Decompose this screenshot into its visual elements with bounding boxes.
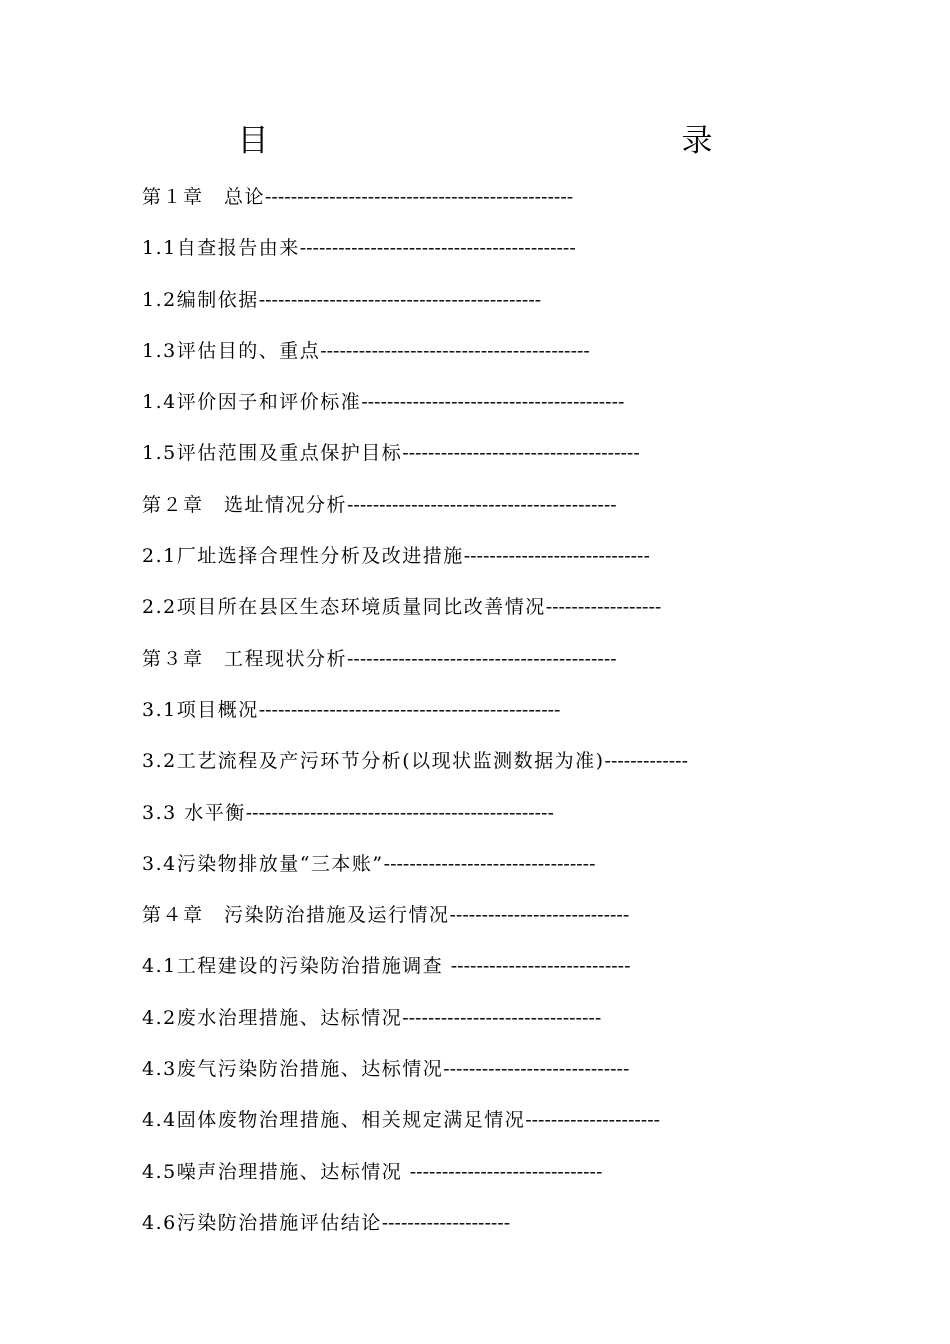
toc-entry-text: 1.2编制依据 [142,288,259,311]
toc-entry-leader: ------------- [604,750,689,773]
toc-entry-leader: ------------------------------------------ [347,647,617,670]
toc-entry-leader: ------------------------------ [409,1160,603,1183]
toc-entry-text: 2.1厂址选择合理性分析及改进措施 [142,545,464,568]
toc-entry[interactable] [142,1149,688,1200]
toc-entry-leader: --------------------------------- [383,852,596,875]
toc-entry[interactable] [142,584,688,635]
toc-entry-text: 第３章 工程现状分析 [142,647,348,670]
toc-entry-text: 第１章 总论 [142,186,266,208]
toc-entry[interactable] [142,943,688,994]
toc-entry-text: 3.4污染物排放量“三本账” [142,852,384,875]
toc-list [142,174,688,1251]
toc-entry-leader: ---------------------------- [449,904,630,927]
toc-entry-leader: ------------------------------------- [402,442,640,465]
toc-entry-text: 4.6污染防治措施评估结论 [142,1211,382,1234]
toc-entry-text: 3.2工艺流程及产污环节分析(以现状监测数据为准) [142,750,605,773]
toc-entry[interactable] [142,1097,688,1148]
toc-entry-text: 4.3废气污染防治措施、达标情况 [142,1058,444,1081]
toc-entry-leader: ------------------------------------------------ [265,186,574,208]
toc-entry-text: 3.3 水平衡 [142,801,246,824]
toc-entry-text: 第４章 污染防治措施及运行情况 [142,904,450,927]
toc-entry-leader: -------------------- [381,1211,511,1234]
toc-entry[interactable] [142,482,688,533]
toc-entry[interactable] [142,277,688,328]
toc-entry-text: 4.2废水治理措施、达标情况 [142,1006,403,1029]
toc-entry-text: 4.5噪声治理措施、达标情况 [142,1160,410,1183]
toc-entry-text: 1.3评估目的、重点 [142,339,321,362]
toc-entry[interactable] [142,892,688,943]
toc-title: 目 录 [237,123,793,159]
toc-entry[interactable] [142,430,688,481]
toc-entry-leader: ----------------------------- [463,545,650,568]
toc-entry-leader: ------------------------------------------- [299,237,576,260]
toc-entry-leader: --------------------- [525,1109,661,1132]
toc-entry-text: 1.1自查报告由来 [142,237,300,260]
toc-entry-leader: ------------------------------------------------ [245,801,554,824]
toc-entry[interactable] [142,1200,688,1251]
toc-entry-leader: ----------------------------- [443,1058,630,1081]
toc-entry[interactable] [142,687,688,738]
toc-entry-text: 1.4评价因子和评价标准 [142,391,362,414]
toc-entry[interactable] [142,379,688,430]
toc-entry-leader: ---------------------------- [450,955,631,978]
toc-entry-leader: -------------------------------------------- [258,288,542,311]
toc-entry-leader: ------------------------------------------ [320,339,590,362]
toc-entry[interactable] [142,328,688,379]
toc-entry-text: 3.1项目概况 [142,698,259,721]
toc-entry[interactable] [142,174,688,225]
toc-entry-text: 2.2项目所在县区生态环境质量同比改善情况 [142,596,546,619]
toc-entry-leader: ------------------------------------------ [347,493,617,516]
toc-entry[interactable] [142,636,688,687]
toc-entry[interactable] [142,790,688,841]
toc-entry[interactable] [142,841,688,892]
toc-entry-leader: ------------------ [545,596,662,619]
toc-entry[interactable] [142,533,688,584]
toc-entry[interactable] [142,738,688,789]
toc-entry-text: 1.5评估范围及重点保护目标 [142,442,403,465]
toc-entry[interactable] [142,995,688,1046]
toc-entry-leader: ------------------------------- [402,1006,602,1029]
toc-entry-text: 4.1工程建设的污染防治措施调查 [142,955,451,978]
toc-entry-leader: ----------------------------------------- [361,391,625,414]
toc-entry[interactable] [142,225,688,276]
toc-entry-text: 4.4固体废物治理措施、相关规定满足情况 [142,1109,526,1132]
toc-entry-text: 第２章 选址情况分析 [142,493,348,516]
toc-entry-leader: ----------------------------------------------- [258,698,561,721]
toc-entry[interactable] [142,1046,688,1097]
